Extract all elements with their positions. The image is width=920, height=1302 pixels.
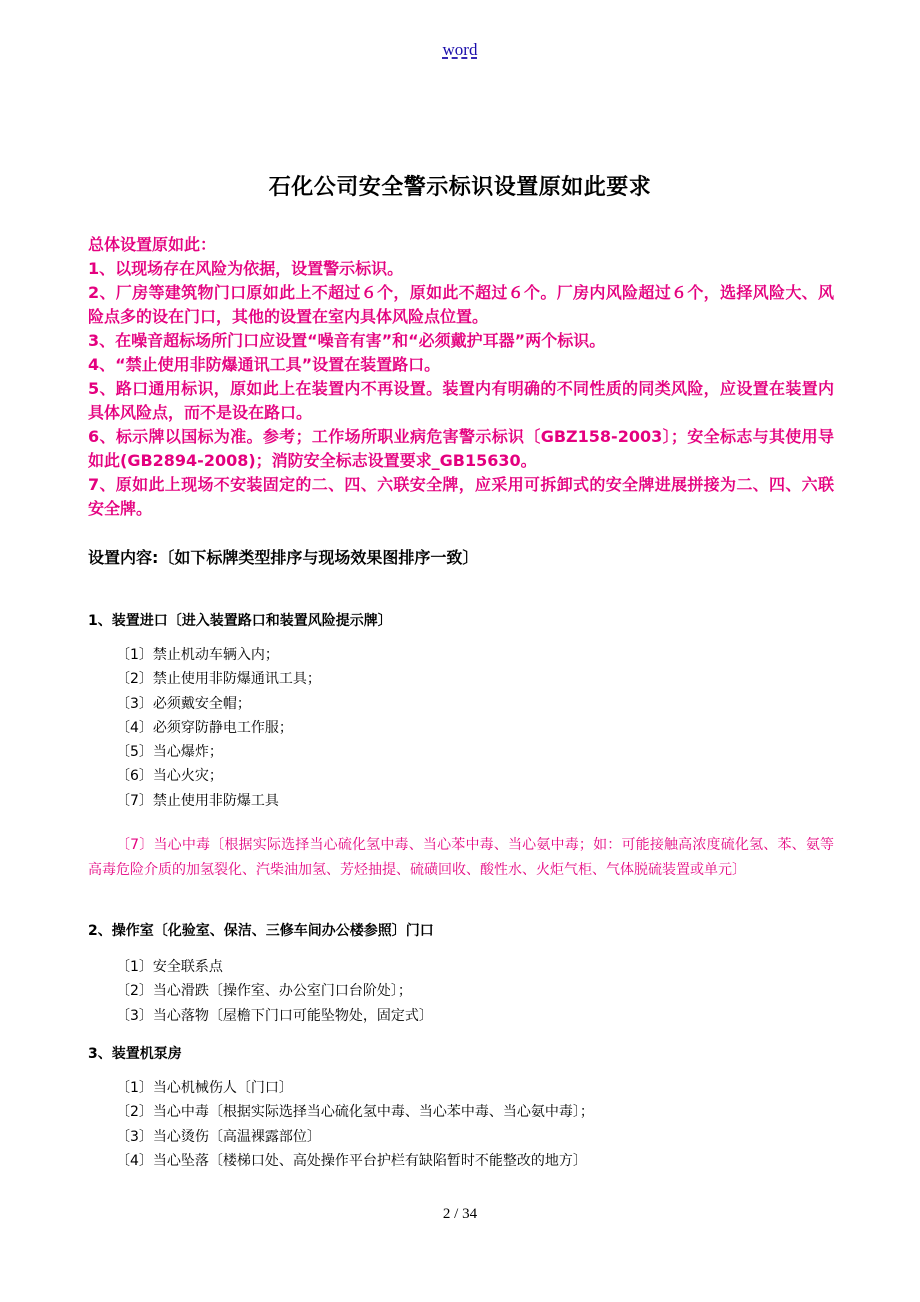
principles-heading: 总体设置原如此： <box>88 235 217 254</box>
principle-item: 5、路口通用标识，原如此上在装置内不再设置。装置内有明确的不同性质的同类风险，应设置在装置内具体风险点，而不是设在路口。 <box>88 379 834 422</box>
list-item: 〔6〕当心火灾； <box>116 768 223 785</box>
principle-item: 3、在噪音超标场所门口应设置“噪音有害”和“必须戴护耳器”两个标识。 <box>88 331 606 350</box>
list-item: 〔4〕当心坠落〔楼梯口处、高处操作平台护栏有缺陷暂时不能整改的地方〕 <box>116 1152 587 1169</box>
page-title: 石化公司安全警示标识设置原如此要求 <box>268 175 652 200</box>
principle-item: 4、“禁止使用非防爆通讯工具”设置在装置路口。 <box>88 355 441 374</box>
principle-item: 7、原如此上现场不安装固定的二、四、六联安全牌，应采用可拆卸式的安全牌进展拼接为二、四、六联安全牌。 <box>88 475 834 518</box>
list-item: 〔1〕禁止机动车辆入内； <box>116 647 279 663</box>
principle-item: 2、厂房等建筑物门口原如此上不超过６个，原如此不超过６个。厂房内风险超过６个，选择风险大、风险点多的设在门口，其他的设置在室内具体风险点位置。 <box>88 283 834 326</box>
category-title-pump-room: 3、装置机泵房 <box>88 1046 182 1062</box>
principle-item: 1、以现场存在风险为依据，设置警示标识。 <box>88 259 404 278</box>
poisoning-note: 〔7〕当心中毒〔根据实际选择当心硫化氢中毒、当心苯中毒、当心氨中毒；如：可能接触高浓度硫化氢、苯、氨等高毒危险介质的加氢裂化、汽柴油加氢、芳烃抽提、硫磺回收、酸性水、火炬气柜、气体脱硫装置或单元〕 <box>88 837 834 878</box>
list-item: 〔2〕当心滑跌〔操作室、办公室门口台阶处〕； <box>116 983 412 1000</box>
list-item: 〔7〕禁止使用非防爆工具 <box>116 792 279 809</box>
general-principles <box>88 233 834 521</box>
list-item: 〔2〕禁止使用非防爆通讯工具； <box>116 671 321 688</box>
header-word-link[interactable] <box>0 40 920 60</box>
header-link-text[interactable]: word <box>442 40 478 59</box>
list-item: 〔4〕必须穿防静电工作服； <box>116 719 293 736</box>
category-title-device-entrance: 1、装置进口〔进入装置路口和装置风险提示牌〕 <box>88 613 392 629</box>
category-items-pump-room <box>116 1076 594 1173</box>
list-item: 〔3〕当心落物〔屋檐下门口可能坠物处，固定式〕 <box>116 1007 433 1024</box>
category-items-control-room <box>116 955 433 1028</box>
content-heading: 设置内容:〔如下标牌类型排序与现场效果图排序一致〕 <box>88 548 479 567</box>
list-item: 〔2〕当心中毒〔根据实际选择当心硫化氢中毒、当心苯中毒、当心氨中毒〕； <box>116 1104 594 1121</box>
principle-item: 6、标示牌以国标为准。参考；工作场所职业病危害警示标识〔GBZ158-2003〕；安全标志与其使用导如此(GB2894-2008)；消防安全标志设置要求_GB15630。 <box>88 427 834 470</box>
list-item: 〔1〕安全联系点 <box>116 959 223 975</box>
page-indicator: 2 / 34 <box>442 1206 478 1222</box>
category-title-control-room: 2、操作室〔化验室、保洁、三修车间办公楼参照〕门口 <box>88 923 434 939</box>
list-item: 〔1〕当心机械伤人〔门口〕 <box>116 1080 293 1096</box>
list-item: 〔3〕必须戴安全帽； <box>116 695 251 712</box>
list-item: 〔5〕当心爆炸； <box>116 744 223 761</box>
list-item: 〔3〕当心烫伤〔高温裸露部位〕 <box>116 1128 321 1145</box>
category-items-device-entrance <box>116 643 321 813</box>
